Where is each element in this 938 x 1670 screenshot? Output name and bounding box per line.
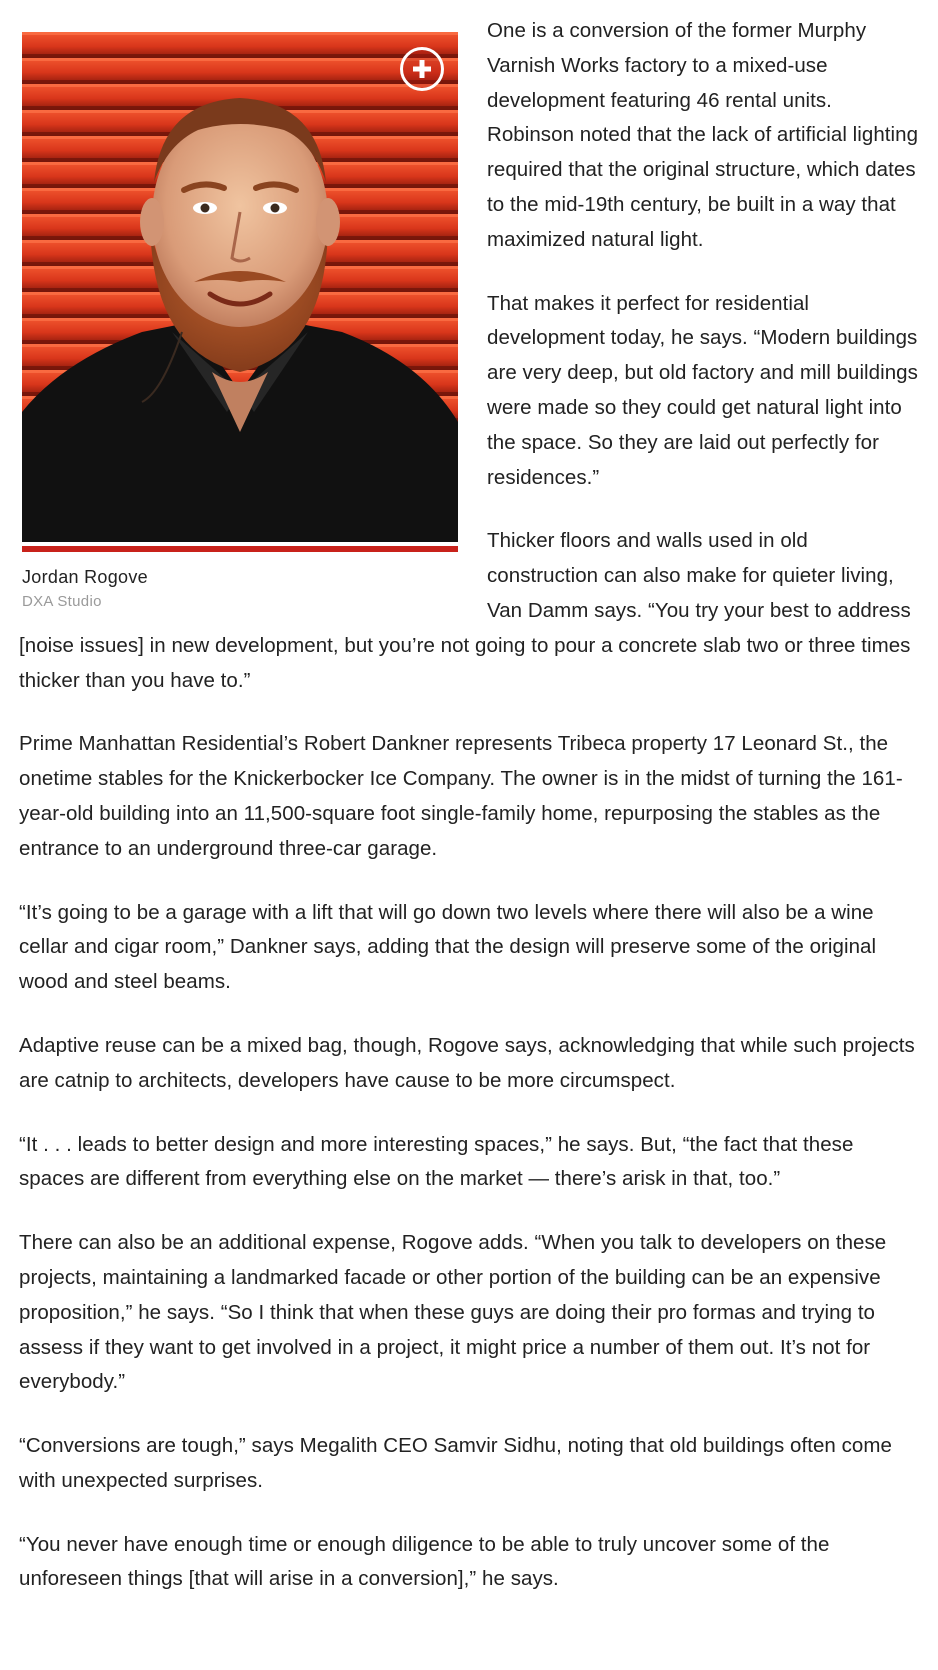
paragraph-1: One is a conversion of the former Murphy Varnish Works factory to a mixed-use development featuring 46 rental units. Robinson noted that the lack of artificial lighting required that the original structure, which dates to the mid-19th century, be built in a way that maximized natural light. xyxy=(487,19,919,251)
expand-photo-button[interactable] xyxy=(400,47,444,91)
paragraph-3: Thicker floors and walls used in old construction can also make for quieter living, Van Damm says. “You try your best to address [noise issues] in new development, but you’re not going to pour a concrete slab two or three times thicker than you have to.” xyxy=(19,529,911,692)
photo-caption: Jordan Rogove xyxy=(22,567,148,587)
article-body xyxy=(19,14,919,1626)
portrait-image xyxy=(22,32,458,542)
paragraph-8: There can also be an additional expense, Rogove adds. “When you talk to developers on these projects, maintaining a landmarked facade or other portion of the building can be an expensive proposition,” he says. “So I think that when these guys are doing their pro formas and trying to assess if they want to get involved in a project, it might price a number of them out. It’s not for everybody.” xyxy=(19,1231,887,1394)
paragraph-10: “You never have enough time or enough diligence to be able to truly uncover some of the unforeseen things [that will arise in a conversion],” he says. xyxy=(19,1532,830,1591)
paragraph-6: Adaptive reuse can be a mixed bag, though, Rogove says, acknowledging that while such projects are catnip to architects, developers have cause to be more circumspect. xyxy=(19,1033,915,1092)
portrait-photo[interactable] xyxy=(22,32,458,542)
plus-circle-icon xyxy=(411,58,433,80)
paragraph-4: Prime Manhattan Residential’s Robert Dankner represents Tribeca property 17 Leonard St., the onetime stables for the Knickerbocker Ice Company. The owner is in the midst of turning the 161-year-old building into an 11,500-square foot single-family home, repurposing the stables as the entrance to an underground three-car garage. xyxy=(19,732,903,860)
paragraph-5: “It’s going to be a garage with a lift that will go down two levels where there will also be a wine cellar and cigar room,” Dankner says, adding that the design will preserve some of the original wood and steel beams. xyxy=(19,900,877,994)
photo-credit: DXA Studio xyxy=(22,593,102,610)
paragraph-2: That makes it perfect for residential development today, he says. “Modern buildings are very deep, but old factory and mill buildings were made so they could get natural light into the space. So they are laid out perfectly for residences.” xyxy=(487,291,918,489)
paragraph-9: “Conversions are tough,” says Megalith CEO Samvir Sidhu, noting that old buildings often come with unexpected surprises. xyxy=(19,1434,892,1492)
paragraph-7: “It . . . leads to better design and more interesting spaces,” he says. But, “the fact that these spaces are different from everything else on the market — there’s arisk in that, too.” xyxy=(19,1132,854,1191)
photo-figure xyxy=(22,32,458,614)
photo-accent-rule xyxy=(22,546,458,552)
